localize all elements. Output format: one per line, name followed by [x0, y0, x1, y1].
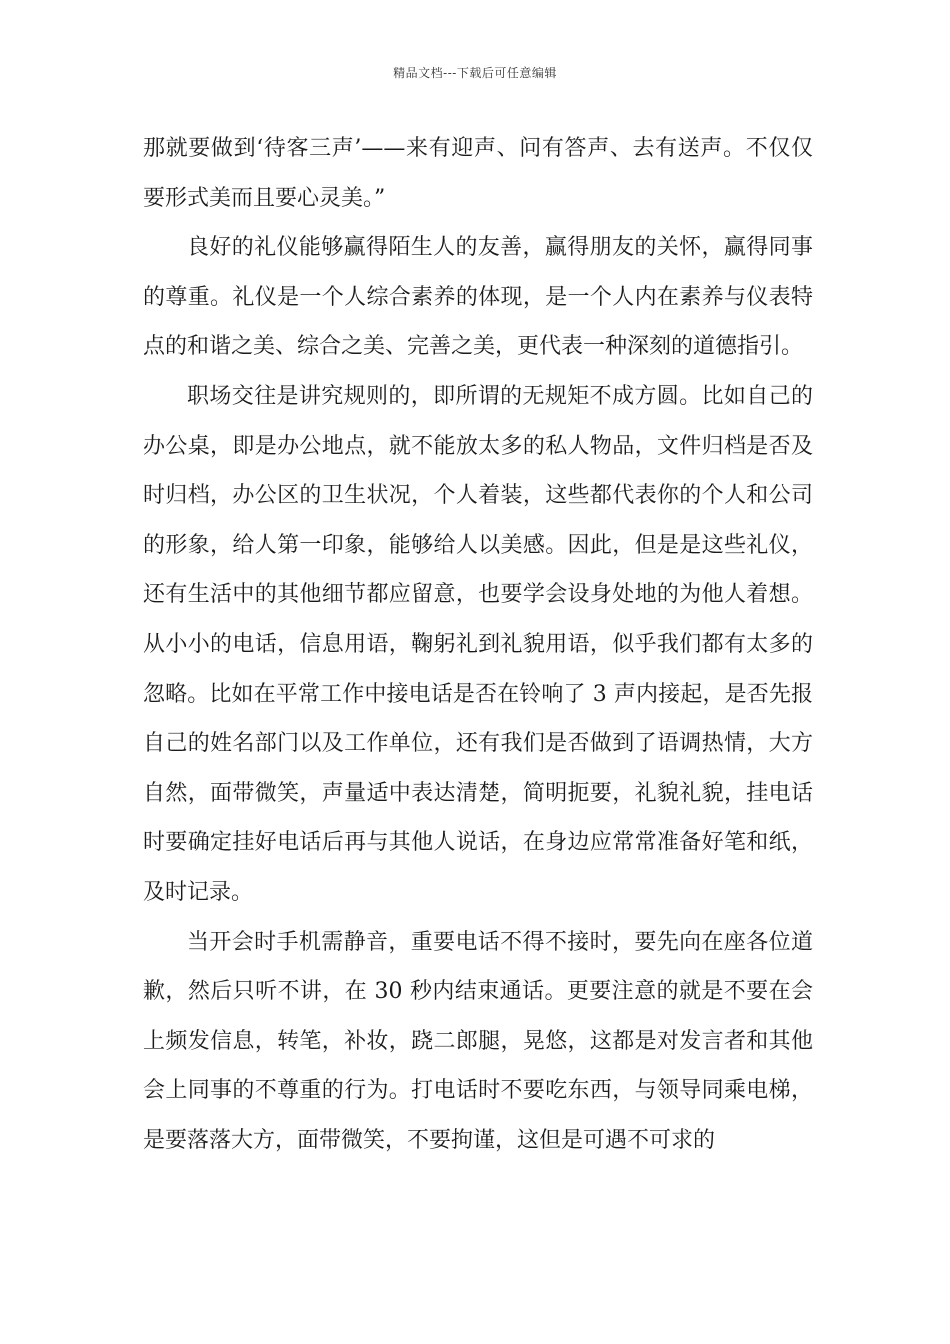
paragraph-3: 职场交往是讲究规则的，即所谓的无规矩不成方圆。比如自己的办公桌，即是办公地点，就不能放太多的私人物品，文件归档是否及时归档，办公区的卫生状况，个人着装，这些都代表你的个人和公司的形象，给人第一印象，能够给人以美感。因此，但是是这些礼仪，还有生活中的其他细节都应留意，也要学会设身处地的为他人着想。从小小的电话，信息用语，鞠躬礼到礼貌用语，似乎我们都有太多的忽略。比如在平常工作中接电话是否在铃响了 3 声内接起，是否先报自己的姓名部门以及工作单位，还有我们是否做到了语调热情，大方自然，面带微笑，声量适中表达清楚，简明扼要，礼貌礼貌，挂电话时要确定挂好电话后再与其他人说话，在身边应常常准备好笔和纸，及时记录。 — [143, 383, 813, 905]
paragraph-4: 当开会时手机需静音，重要电话不得不接时，要先向在座各位道歉，然后只听不讲，在 30 秒内结束通话。更要注意的就是不要在会上频发信息，转笔，补妆，跷二郎腿，晃悠，这都是对发言者和其他会上同事的不尊重的行为。打电话时不要吃东西，与领导同乘电梯，是要落落大方，面带微笑，不要拘谨，这但是可遇不可求的 — [143, 929, 813, 1153]
paragraph-1: 那就要做到‘待客三声’——来有迎声、问有答声、去有送声。不仅仅要形式美而且要心灵美。” — [143, 136, 813, 211]
page-header: 精品文档---下载后可任意编辑 — [393, 66, 557, 80]
paragraph-2: 良好的礼仪能够赢得陌生人的友善，赢得朋友的关怀，赢得同事的尊重。礼仪是一个人综合素养的体现，是一个人内在素养与仪表特点的和谐之美、综合之美、完善之美，更代表一种深刻的道德指引。 — [143, 235, 813, 360]
document-body — [143, 124, 813, 1165]
